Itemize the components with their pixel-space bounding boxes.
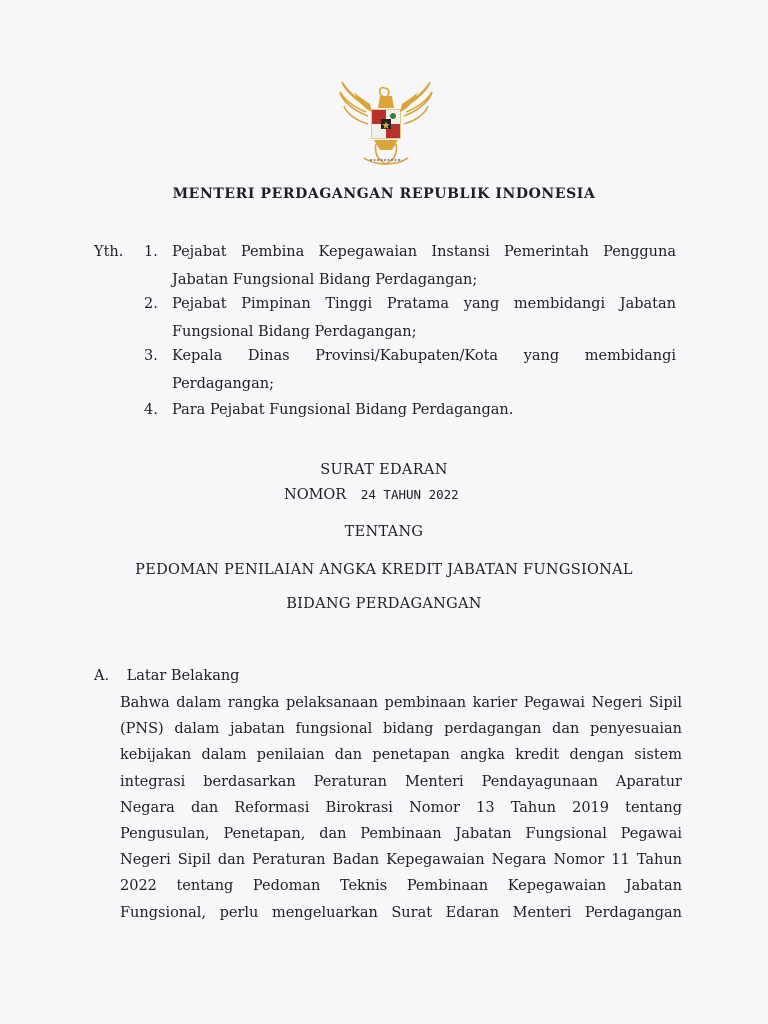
addressee-line: Jabatan Fungsional Bidang Perdagangan;	[172, 272, 478, 288]
paragraph-line: integrasi berdasarkan Peraturan Menteri Pendayagunaan Aparatur	[120, 773, 682, 790]
section-a-heading	[94, 668, 239, 684]
section-number: A.	[94, 668, 110, 684]
paragraph-line: Negeri Sipil dan Peraturan Badan Kepegawaian Negara Nomor 11 Tahun	[120, 852, 682, 869]
subject-line-2: BIDANG PERDAGANGAN	[286, 596, 482, 612]
addressee-number: 4.	[144, 402, 158, 418]
document-number	[284, 487, 459, 503]
paragraph-line: kebijakan dalam penilaian dan penetapan angka kredit dengan sistem	[120, 747, 682, 764]
addressee-item-2	[144, 290, 676, 346]
paragraph-line: (PNS) dalam jabatan fungsional bidang perdagangan dan penyesuaian	[120, 721, 682, 738]
paragraph-line: Negara dan Reformasi Birokrasi Nomor 13 Tahun 2019 tentang	[120, 799, 682, 816]
addressee-line: Pejabat Pembina Kepegawaian Instansi Pemerintah Pengguna	[172, 244, 676, 260]
addressee-number: 1.	[144, 244, 158, 260]
subject-line-1: PEDOMAN PENILAIAN ANGKA KREDIT JABATAN FUNGSIONAL	[135, 562, 633, 578]
addressee-line: Pejabat Pimpinan Tinggi Pratama yang membidangi Jabatan	[172, 296, 676, 312]
addressee-number: 3.	[144, 348, 158, 364]
addressee-line: Fungsional Bidang Perdagangan;	[172, 324, 417, 340]
garuda-emblem-icon	[334, 78, 438, 174]
addressee-line: Para Pejabat Fungsional Bidang Perdagangan.	[172, 402, 514, 418]
addressee-label: Yth.	[94, 244, 124, 260]
addressee-item-4	[144, 396, 676, 424]
ministry-heading: MENTERI PERDAGANGAN REPUBLIK INDONESIA	[172, 186, 596, 202]
document-type: SURAT EDARAN	[320, 462, 448, 478]
addressee-item-3	[144, 342, 676, 398]
addressee-item-1	[144, 238, 676, 294]
paragraph-line: Pengusulan, Penetapan, dan Pembinaan Jabatan Fungsional Pegawai	[120, 826, 682, 843]
paragraph-line: Bahwa dalam rangka pelaksanaan pembinaan karier Pegawai Negeri Sipil	[120, 695, 682, 711]
addressee-line: Kepala Dinas Provinsi/Kabupaten/Kota yang membidangi	[172, 348, 676, 364]
paragraph-line: Fungsional, perlu mengeluarkan Surat Edaran Menteri Perdagangan	[120, 904, 682, 921]
nomor-label: NOMOR	[284, 487, 347, 503]
tentang-label: TENTANG	[344, 524, 424, 540]
addressee-line: Perdagangan;	[172, 376, 274, 392]
nomor-value: 24 TAHUN 2022	[360, 487, 459, 502]
section-title: Latar Belakang	[126, 668, 240, 684]
section-a-paragraph	[120, 690, 682, 926]
addressee-number: 2.	[144, 296, 158, 312]
paragraph-line: 2022 tentang Pedoman Teknis Pembinaan Kepegawaian Jabatan	[120, 878, 682, 895]
